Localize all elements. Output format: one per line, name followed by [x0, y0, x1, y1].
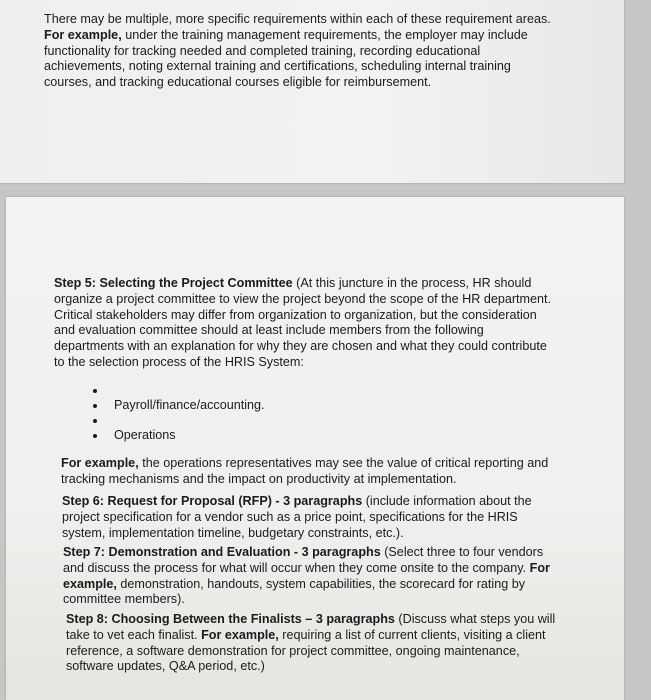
- step7-text-2: demonstration, handouts, system capabilities, the scorecard for rating by committee members).: [63, 576, 526, 607]
- step6-paragraph: [62, 494, 552, 541]
- step5-paragraph: [54, 276, 554, 371]
- step5-heading: Step 5: Selecting the Project Committee: [54, 276, 293, 290]
- step6-text: (include information about the project specification for a vendor such as a price point, specifications for the HRIS system, implementation timeline, budgetary constraints, etc.).: [62, 494, 532, 540]
- step7-heading: Step 7: Demonstration and Evaluation - 3 paragraphs: [63, 545, 381, 559]
- step8-text-2: requiring a list of current clients, visiting a client reference, a software demonstration for project committee, ongoing maintenance, software updates, Q&A period, etc.): [66, 627, 546, 674]
- step7-text-1: (Select three to four vendors and discuss the process for what will occur when they come onsite to the company.: [63, 545, 544, 575]
- step8-text-1: (Discuss what steps you will take to vet each finalist.: [66, 612, 556, 642]
- intro-text-1: There may be multiple, more specific requirements within each of these requirement areas.: [44, 12, 551, 26]
- bullet-dot-icon: [93, 419, 97, 423]
- step8-heading: Step 8: Choosing Between the Finalists – 3 paragraphs: [66, 612, 395, 626]
- bullet-text-payroll: Payroll/finance/accounting.: [114, 398, 265, 412]
- intro-paragraph: [44, 12, 554, 91]
- bullet-text-operations: Operations: [114, 428, 176, 442]
- bullet-dot-icon: [93, 389, 97, 393]
- step5-text: (At this juncture in the process, HR should organize a project committee to view the project beyond the scope of the HR department. Critical stakeholders may differ from organization to organization, but the consideration and evaluation committee should at least include members from the following departments with an explanation for why they are chosen and what they could contribute to the selection process of the HRIS System:: [54, 276, 552, 369]
- step7-bold-example: For example,: [63, 560, 550, 591]
- step8-bold-example: For example,: [201, 627, 279, 642]
- operations-bold-example: For example,: [61, 456, 139, 470]
- intro-bold-example: For example,: [44, 27, 122, 42]
- intro-text-2: under the training management requirements, the employer may include functionality for tracking needed and completed training, recording educational achievements, noting external training and certifications, scheduling internal training courses, and tracking educational courses eligible for reimbursement.: [44, 27, 528, 90]
- operations-example-paragraph: [61, 456, 551, 488]
- step8-paragraph: [66, 612, 556, 675]
- operations-text: the operations representatives may see the value of critical reporting and tracking mechanisms and the impact on productivity at implementation.: [61, 456, 549, 486]
- step6-heading: Step 6: Request for Proposal (RFP) - 3 paragraphs: [62, 494, 363, 508]
- step7-paragraph: [63, 545, 553, 608]
- bullet-dot-icon: [93, 404, 97, 408]
- bullet-dot-icon: [93, 434, 97, 438]
